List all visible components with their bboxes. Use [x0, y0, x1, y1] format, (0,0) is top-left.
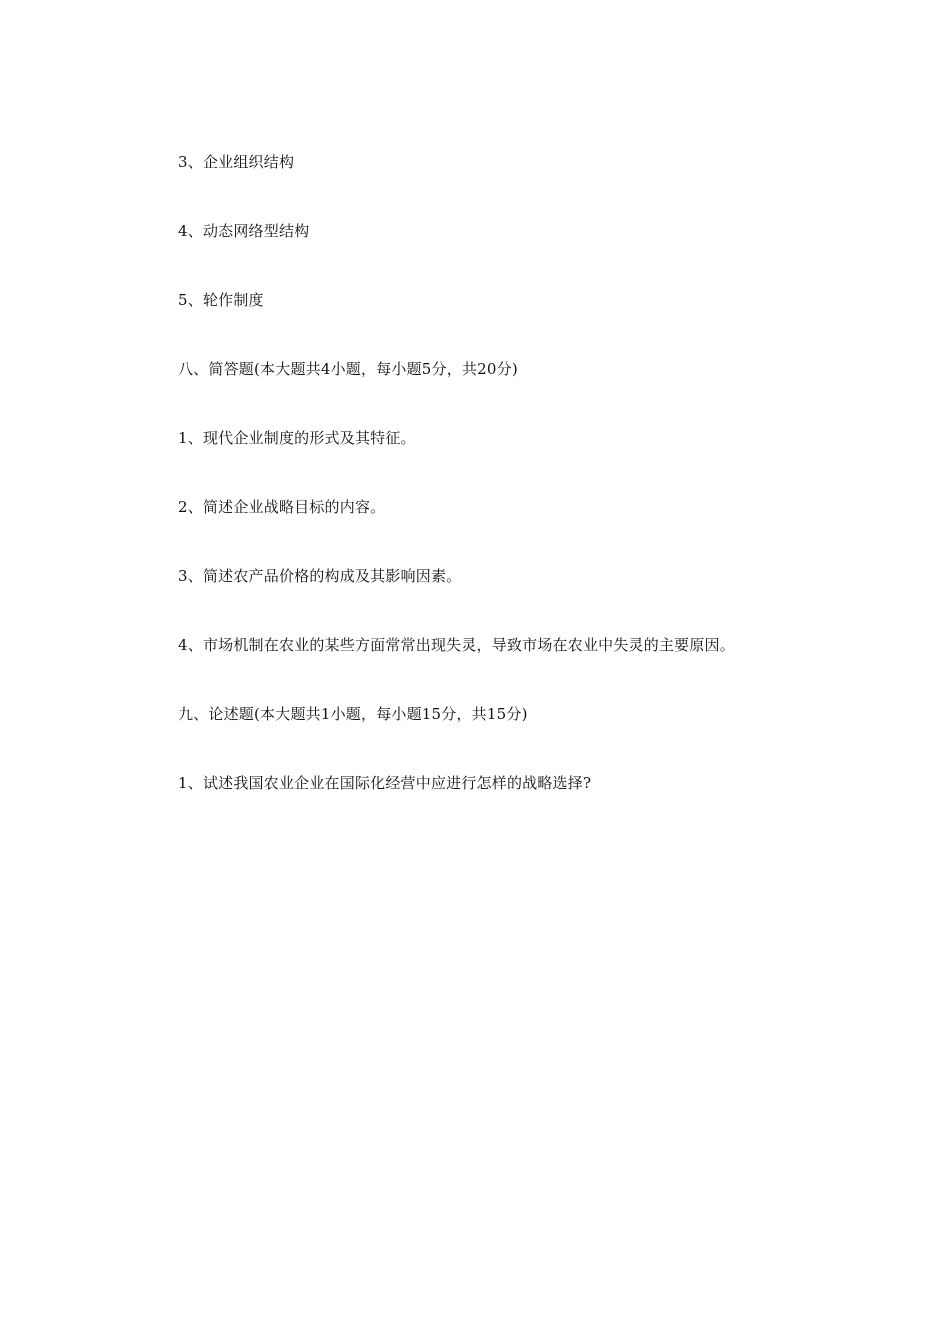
short-answer-question-4: 4、市场机制在农业的某些方面常常出现失灵，导致市场在农业中失灵的主要原因。: [178, 636, 735, 654]
term-item-4: 4、动态网络型结构: [178, 222, 310, 240]
short-answer-question-3: 3、简述农产品价格的构成及其影响因素。: [178, 567, 462, 585]
short-answer-question-2: 2、简述企业战略目标的内容。: [178, 498, 386, 516]
essay-question-1: 1、试述我国农业企业在国际化经营中应进行怎样的战略选择?: [178, 774, 592, 792]
short-answer-question-1: 1、现代企业制度的形式及其特征。: [178, 429, 416, 447]
term-item-5: 5、轮作制度: [178, 291, 264, 309]
section-heading-essay: 九、论述题(本大题共1小题，每小题15分，共15分): [178, 705, 528, 723]
term-item-3: 3、企业组织结构: [178, 153, 295, 171]
section-heading-short-answer: 八、简答题(本大题共4小题，每小题5分，共20分): [178, 360, 518, 378]
